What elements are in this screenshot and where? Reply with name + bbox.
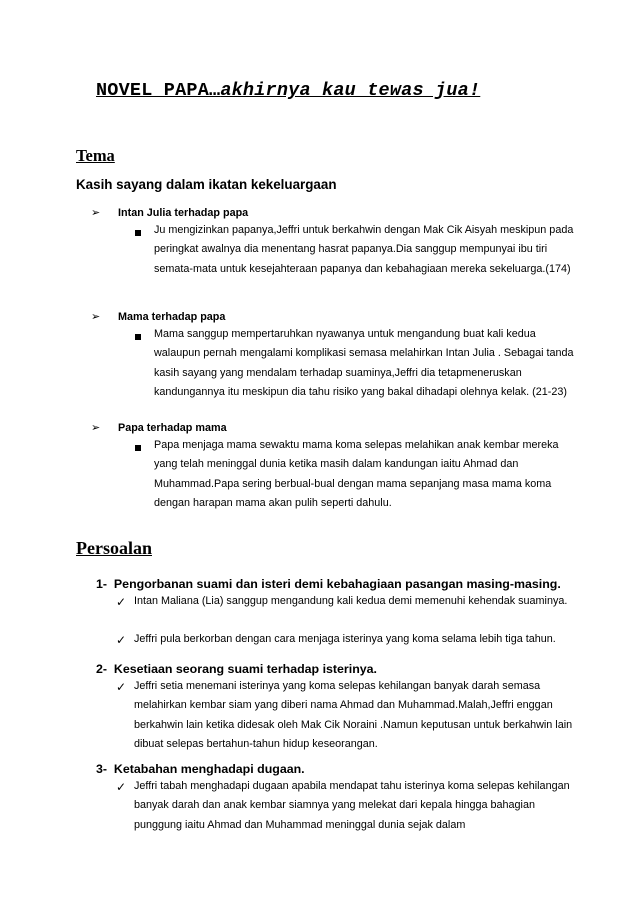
persoalan-point: Jeffri tabah menghadapi dugaan apabila mendapat tahu isterinya koma selepas kehilangan banyak darah dan anak kembar siamnya yang melekat dari kepala hingga bahagian punggung iaitu Ahmad dan Muhammad meninggal dunia sejak dalam [134, 780, 570, 831]
title-italic: akhirnya kau tewas jua! [220, 80, 481, 101]
arrow-bullet-icon: ➢ [91, 311, 101, 323]
persoalan-point: Jeffri pula berkorban dengan cara menjaga isterinya yang koma selama lebih tiga tahun. [134, 633, 556, 645]
check-icon: ✓ [116, 595, 127, 609]
persoalan-number: 3- [96, 762, 108, 776]
tema-item-text: Papa menjaga mama sewaktu mama koma selepas melahikan anak kembar mereka yang telah meninggal dunia ketika masih dalam kandungan iaitu Ahmad dan Muhammad.Papa sering berbual-bual dengan mama sepanjang masa mama koma dengan harapan mama akan pulih seperti dahulu. [154, 439, 559, 509]
square-bullet-icon [135, 445, 141, 451]
persoalan-label: Ketabahan menghadapi dugaan. [113, 762, 305, 776]
tema-item-label: Mama terhadap papa [118, 311, 226, 323]
check-icon: ✓ [116, 633, 127, 647]
persoalan-label: Pengorbanan suami dan isteri demi kebahagiaan pasangan masing-masing. [113, 577, 561, 591]
persoalan-label: Kesetiaan seorang suami terhadap isterinya. [113, 662, 377, 676]
tema-item-text: Ju mengizinkan papanya,Jeffri untuk berkahwin dengan Mak Cik Aisyah meskipun pada peringkat awalnya dia menentang hasrat papanya.Dia sanggup mempunyai ibu tiri semata-mata untuk kesejahteraan papanya dan kebahagiaan mereka sekeluarga.(174) [154, 224, 574, 275]
arrow-bullet-icon: ➢ [91, 207, 101, 219]
square-bullet-icon [135, 334, 141, 340]
tema-item-text: Mama sanggup mempertaruhkan nyawanya untuk mengandung buat kali kedua walaupun pernah mengalami komplikasi semasa melahirkan Intan Julia . Sebagai tanda kasih sayang yang mendalam terhadap suaminya,Jeffri dia tetapmeneruskan kandungannya itu meskipun dia tahu risiko yang bakal dihadapi olehnya kelak. (21-23) [154, 328, 574, 398]
square-bullet-icon [135, 230, 141, 236]
persoalan-point: Intan Maliana (Lia) sanggup mengandung kali kedua demi memenuhi kehendak suaminya. [134, 595, 568, 607]
persoalan-item-title [96, 577, 561, 591]
persoalan-heading: Persoalan [76, 538, 152, 558]
persoalan-point: Jeffri setia menemani isterinya yang koma selepas kehilangan banyak darah semasa melahirkan kembar siam yang diberi nama Ahmad dan Muhammad.Malah,Jeffri enggan berkahwin lain ketika didesak oleh Mak Cik Noraini .Namun keputusan untuk berkahwin lain dibuat selepas bertahun-tahun hidup keseorangan. [134, 680, 573, 750]
tema-heading: Tema [76, 146, 115, 165]
check-icon: ✓ [116, 780, 127, 794]
title-main: NOVEL PAPA… [96, 80, 221, 101]
tema-item-label: Intan Julia terhadap papa [118, 207, 249, 219]
persoalan-item-title [96, 662, 377, 676]
persoalan-item-title [96, 762, 305, 776]
tema-subheading: Kasih sayang dalam ikatan kekeluargaan [76, 177, 337, 192]
persoalan-number: 1- [96, 577, 108, 591]
page-title [96, 80, 480, 101]
tema-item-label: Papa terhadap mama [118, 422, 227, 434]
arrow-bullet-icon: ➢ [91, 422, 101, 434]
persoalan-number: 2- [96, 662, 108, 676]
check-icon: ✓ [116, 680, 127, 694]
